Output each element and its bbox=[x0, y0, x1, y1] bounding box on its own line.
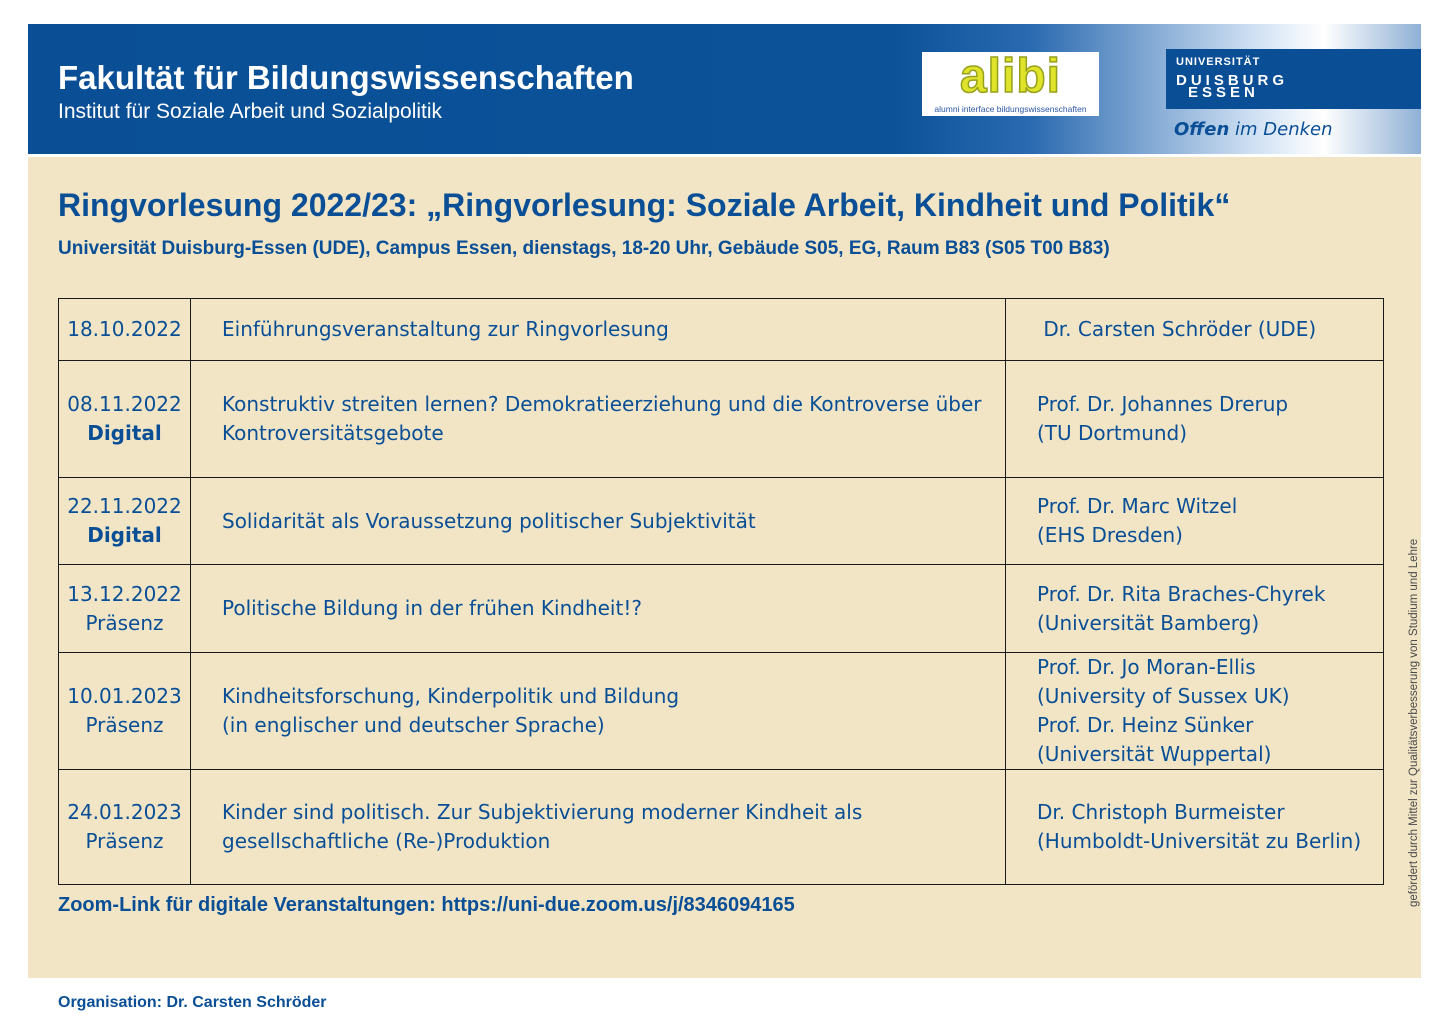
event-speaker-line: Prof. Dr. Heinz Sünker bbox=[1037, 713, 1254, 737]
topic-cell bbox=[191, 299, 1006, 361]
topic-cell bbox=[191, 770, 1006, 885]
speaker-cell bbox=[1006, 770, 1384, 885]
event-speaker-line: Prof. Dr. Johannes Drerup bbox=[1037, 392, 1289, 416]
event-date: 24.01.2023 bbox=[67, 800, 182, 824]
table-row bbox=[59, 653, 1384, 770]
event-speaker-line: (Humboldt-Universität zu Berlin) bbox=[1037, 829, 1362, 853]
date-cell bbox=[59, 299, 191, 361]
zoom-link[interactable]: Zoom-Link für digitale Veranstaltungen: https://uni-due.zoom.us/j/8346094165 bbox=[58, 894, 795, 916]
schedule-table bbox=[58, 298, 1384, 885]
speaker-cell bbox=[1006, 361, 1384, 478]
university-logo-line2: DUISBURG bbox=[1176, 72, 1289, 89]
event-mode: Präsenz bbox=[85, 610, 164, 635]
speaker-cell bbox=[1006, 478, 1384, 565]
event-date: 18.10.2022 bbox=[67, 317, 182, 341]
alibi-logo-word: alibi bbox=[959, 50, 1062, 103]
speaker-cell bbox=[1006, 299, 1384, 361]
header-banner bbox=[28, 24, 1421, 154]
topic-cell bbox=[191, 653, 1006, 770]
event-topic-line: Konstruktiv streiten lernen? Demokratieerziehung und die Kontroverse über bbox=[222, 392, 982, 416]
claim-bold: Offen bbox=[1174, 119, 1230, 140]
university-logo bbox=[1166, 49, 1421, 109]
event-mode: Digital bbox=[87, 421, 162, 445]
event-speaker-line: (EHS Dresden) bbox=[1037, 523, 1183, 547]
event-speaker-line: (Universität Bamberg) bbox=[1037, 610, 1260, 635]
schedule-body bbox=[59, 299, 1384, 885]
event-speaker-line: Dr. Carsten Schröder (UDE) bbox=[1037, 317, 1317, 341]
event-date: 22.11.2022 bbox=[67, 494, 182, 518]
venue-line: Universität Duisburg-Essen (UDE), Campus Essen, dienstags, 18-20 Uhr, Gebäude S05, EG, Raum B83 (S05 T00 B83) bbox=[58, 238, 1110, 259]
event-date: 08.11.2022 bbox=[67, 392, 182, 416]
university-logo-line1: UNIVERSITÄT bbox=[1176, 56, 1261, 68]
university-logo-line3: ESSEN bbox=[1188, 84, 1259, 101]
alibi-logo-tagline: alumni interface bildungswissenschaften bbox=[934, 104, 1087, 114]
event-topic-line: gesellschaftliche (Re-)Produktion bbox=[222, 829, 551, 853]
event-topic-line: Politische Bildung in der frühen Kindheit!? bbox=[222, 596, 642, 620]
event-mode: Digital bbox=[87, 523, 162, 547]
university-claim bbox=[1174, 119, 1333, 140]
organisation-line: Organisation: Dr. Carsten Schröder bbox=[58, 994, 327, 1011]
event-topic-line: Kontroversitätsgebote bbox=[222, 421, 444, 445]
event-topic-line: Einführungsveranstaltung zur Ringvorlesung bbox=[222, 317, 669, 341]
claim-rest: im Denken bbox=[1229, 119, 1333, 140]
event-speaker-line: (Universität Wuppertal) bbox=[1037, 742, 1272, 766]
speaker-cell bbox=[1006, 565, 1384, 653]
topic-cell bbox=[191, 565, 1006, 653]
alibi-logo bbox=[922, 52, 1099, 116]
table-row bbox=[59, 361, 1384, 478]
table-row bbox=[59, 565, 1384, 653]
topic-cell bbox=[191, 478, 1006, 565]
event-topic-line: Solidarität als Voraussetzung politischer Subjektivität bbox=[222, 508, 756, 533]
funding-note: gefördert durch Mittel zur Qualitätsverbesserung von Studium und Lehre bbox=[1408, 538, 1420, 907]
event-speaker-line: (TU Dortmund) bbox=[1037, 421, 1188, 445]
event-speaker-line: (University of Sussex UK) bbox=[1037, 684, 1290, 708]
event-speaker-line: Dr. Christoph Burmeister bbox=[1037, 800, 1285, 824]
page-title: Ringvorlesung 2022/23: „Ringvorlesung: Soziale Arbeit, Kindheit und Politik“ bbox=[58, 187, 1231, 223]
event-date: 10.01.2023 bbox=[67, 684, 182, 708]
event-speaker-line: Prof. Dr. Marc Witzel bbox=[1037, 494, 1238, 518]
event-topic-line: (in englischer und deutscher Sprache) bbox=[222, 713, 605, 737]
institute-name: Institut für Soziale Arbeit und Sozialpolitik bbox=[58, 100, 443, 123]
table-row bbox=[59, 299, 1384, 361]
event-mode: Präsenz bbox=[85, 713, 164, 737]
date-cell bbox=[59, 565, 191, 653]
speaker-cell bbox=[1006, 653, 1384, 770]
event-mode: Präsenz bbox=[85, 829, 164, 853]
table-row bbox=[59, 478, 1384, 565]
table-row bbox=[59, 770, 1384, 885]
faculty-title: Fakultät für Bildungswissenschaften bbox=[58, 59, 634, 96]
event-speaker-line: Prof. Dr. Jo Moran-Ellis bbox=[1037, 655, 1256, 679]
topic-cell bbox=[191, 361, 1006, 478]
event-date: 13.12.2022 bbox=[67, 581, 182, 606]
date-cell bbox=[59, 770, 191, 885]
event-topic-line: Kindheitsforschung, Kinderpolitik und Bildung bbox=[222, 684, 680, 708]
event-topic-line: Kinder sind politisch. Zur Subjektivierung moderner Kindheit als bbox=[222, 800, 863, 824]
date-cell bbox=[59, 361, 191, 478]
event-speaker-line: Prof. Dr. Rita Braches-Chyrek bbox=[1037, 581, 1326, 606]
date-cell bbox=[59, 478, 191, 565]
date-cell bbox=[59, 653, 191, 770]
